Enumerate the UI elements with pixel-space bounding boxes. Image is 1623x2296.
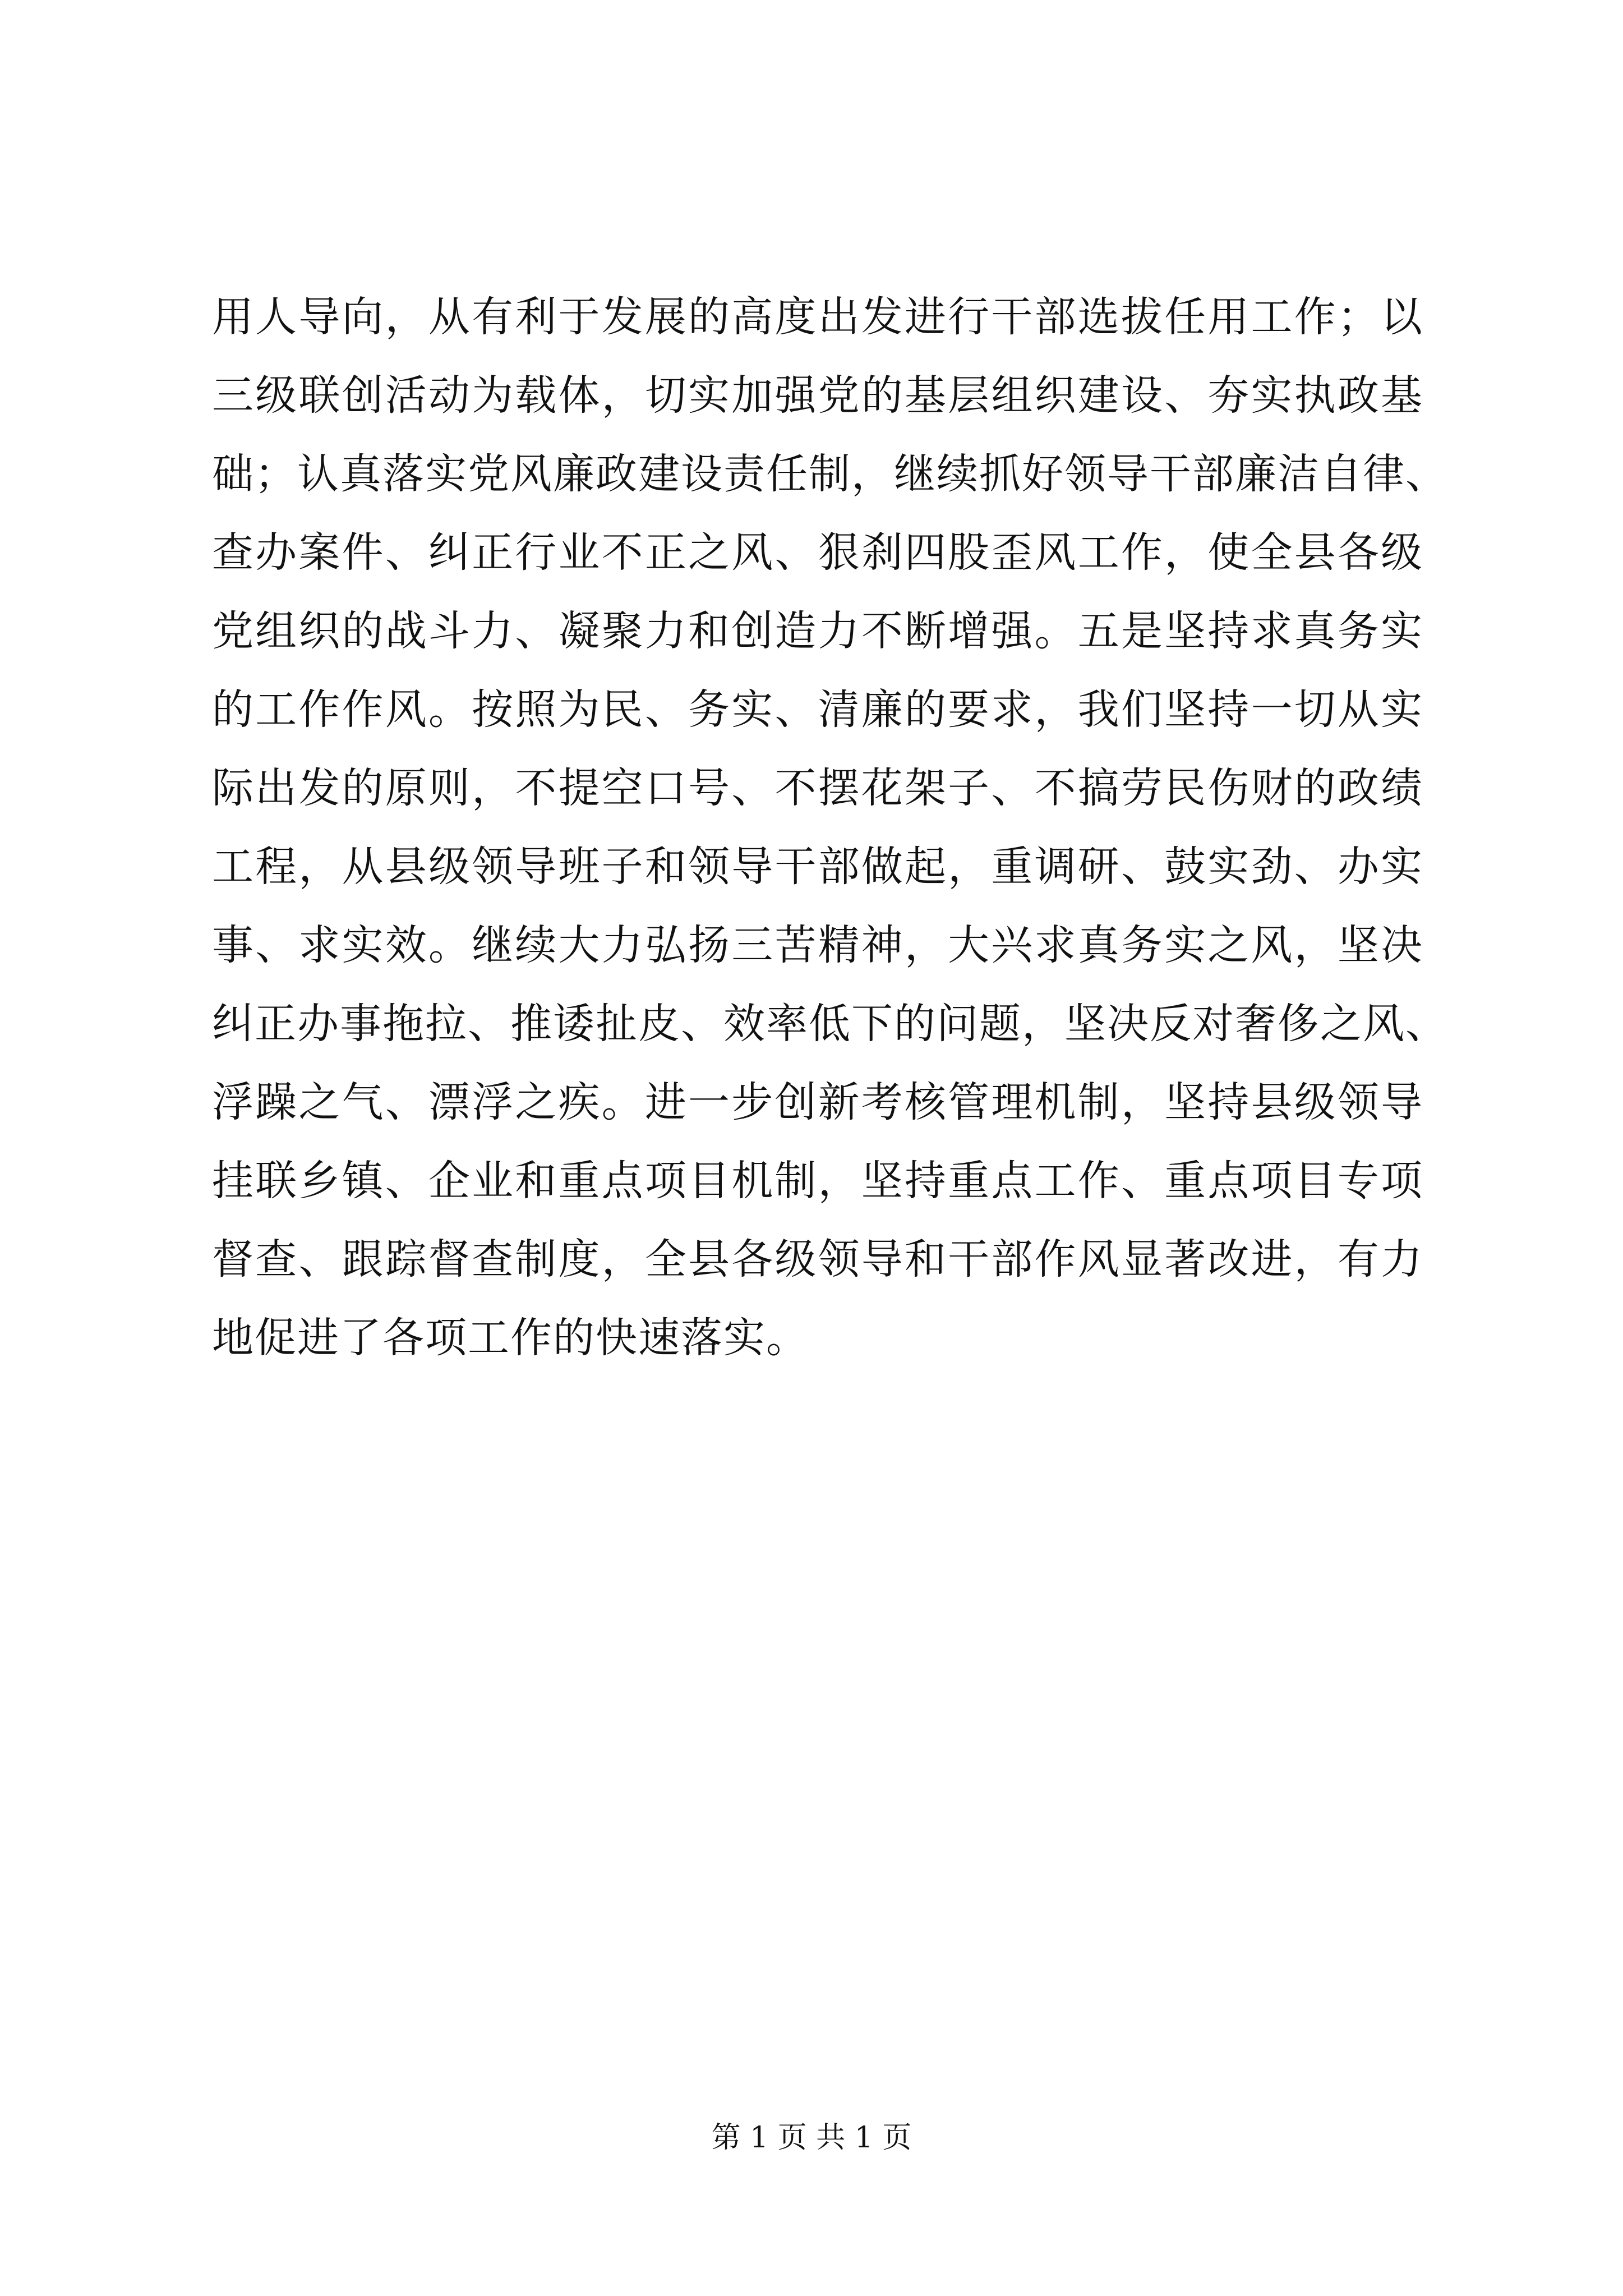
text-line-10: 纠正办事拖拉、推诿扯皮、效率低下的问题，坚决反对奢侈之风、 bbox=[212, 1000, 1448, 1048]
text-line-2: 三级联创活动为载体，切实加强党的基层组织建设、夯实执政基 bbox=[212, 371, 1423, 420]
text-line-1: 用人导向，从有利于发展的高度出发进行干部选拔任用工作；以 bbox=[212, 293, 1423, 341]
text-line-4: 查办案件、纠正行业不正之风、狠刹四股歪风工作，使全县各级 bbox=[212, 528, 1423, 577]
page-number-label: 第 1 页 共 1 页 bbox=[711, 2121, 912, 2155]
text-line-12: 挂联乡镇、企业和重点项目机制，坚持重点工作、重点项目专项 bbox=[212, 1157, 1423, 1205]
text-line-7: 际出发的原则，不提空口号、不摆花架子、不搞劳民伤财的政绩 bbox=[212, 764, 1423, 812]
text-line-6: 的工作作风。按照为民、务实、清廉的要求，我们坚持一切从实 bbox=[212, 685, 1423, 734]
page-footer bbox=[0, 2118, 1623, 2157]
text-line-8: 工程，从县级领导班子和领导干部做起，重调研、鼓实劲、办实 bbox=[212, 843, 1423, 891]
text-line-11: 浮躁之气、漂浮之疾。进一步创新考核管理机制，坚持县级领导 bbox=[212, 1078, 1423, 1126]
body-paragraph bbox=[212, 278, 1448, 1377]
text-line-3: 础；认真落实党风廉政建设责任制，继续抓好领导干部廉洁自律、 bbox=[212, 450, 1448, 498]
text-line-5: 党组织的战斗力、凝聚力和创造力不断增强。五是坚持求真务实 bbox=[212, 607, 1423, 655]
text-line-9: 事、求实效。继续大力弘扬三苦精神，大兴求真务实之风，坚决 bbox=[212, 921, 1423, 969]
text-line-13: 督查、跟踪督查制度，全县各级领导和干部作风显著改进，有力 bbox=[212, 1235, 1423, 1283]
text-line-14: 地促进了各项工作的快速落实。 bbox=[212, 1314, 809, 1362]
